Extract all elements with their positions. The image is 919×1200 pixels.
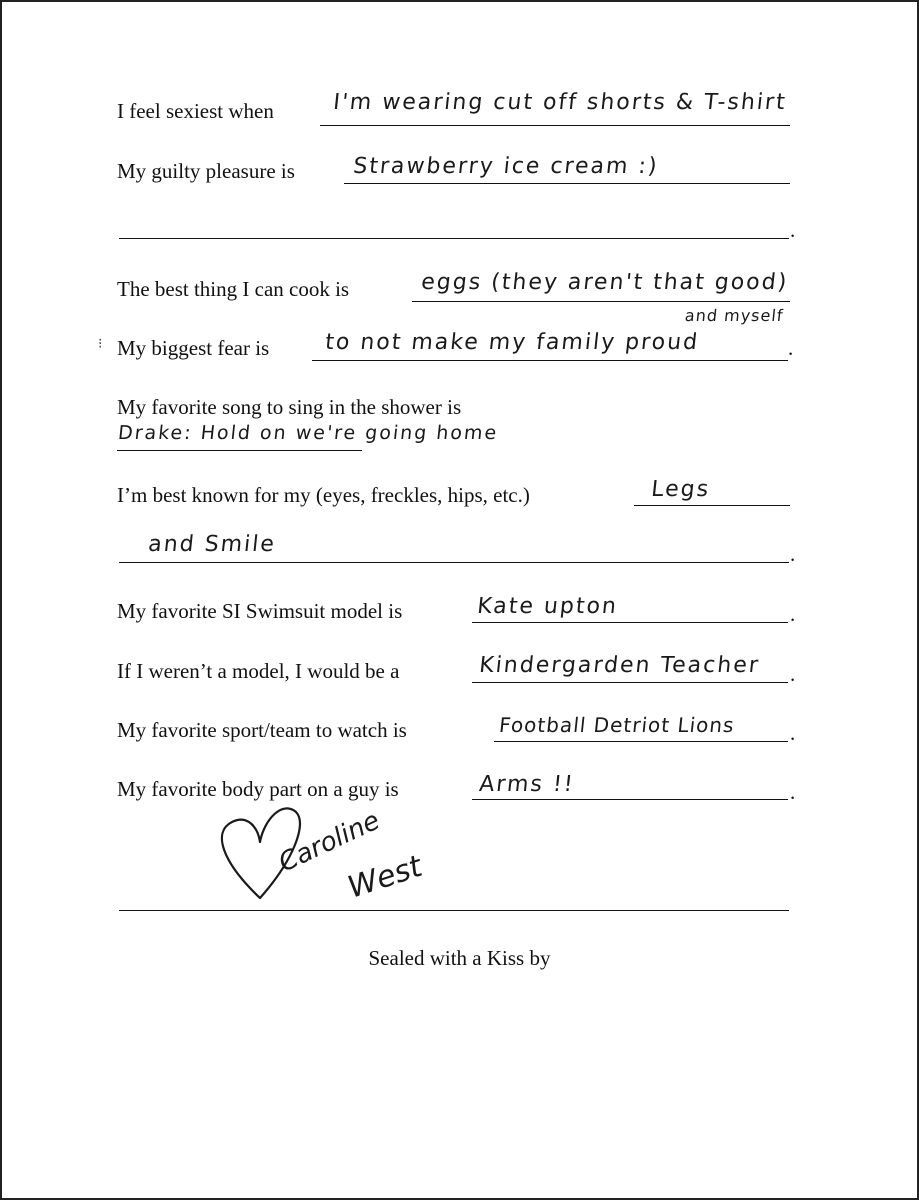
q10-label: My favorite body part on a guy is (117, 777, 399, 801)
q6-answer-line2: and Smile (147, 532, 278, 557)
q7-answer: Kate upton (476, 594, 620, 619)
q6-period: . (790, 542, 796, 566)
q5-answer-underline (117, 450, 362, 451)
q7-period: . (790, 602, 796, 626)
q5-label: My favorite song to sing in the shower is (117, 395, 462, 419)
q4-period: . (788, 336, 794, 360)
q1-label: I feel sexiest when (117, 99, 274, 123)
q5-answer: Drake: Hold on we're going home (117, 422, 500, 444)
signature-first-name: Caroline (274, 805, 385, 879)
q1-answer-line (320, 125, 790, 126)
q4-label: My biggest fear is (117, 336, 270, 360)
q2-answer: Strawberry ice cream :) (352, 154, 660, 179)
q6-answer: Legs (650, 477, 712, 502)
signature-heart-drawing (212, 802, 472, 912)
q3-answer-line (412, 301, 790, 302)
q8-period: . (790, 662, 796, 686)
q9-label: My favorite sport/team to watch is (117, 718, 407, 742)
q6-answer-line-2 (119, 562, 789, 563)
q10-period: . (790, 780, 796, 804)
q7-label: My favorite SI Swimsuit model is (117, 599, 403, 623)
q9-answer-line (494, 741, 788, 742)
q10-answer: Arms !! (478, 772, 576, 797)
q8-answer: Kindergarden Teacher (478, 653, 762, 678)
signature-last-name: West (343, 848, 427, 906)
q3-label: The best thing I can cook is (117, 277, 350, 301)
q9-period: . (790, 721, 796, 745)
q2-extra-line (119, 238, 789, 239)
q2-answer-line (344, 183, 790, 184)
q1-answer: I'm wearing cut off shorts & T-shirt (332, 90, 788, 115)
margin-mark: ⁝ (98, 337, 103, 352)
q7-answer-line (472, 622, 788, 623)
q4-answer-line (312, 360, 788, 361)
q2-period: . (790, 218, 796, 242)
q9-answer: Football Detriot Lions (498, 713, 736, 737)
q3-answer: eggs (they aren't that good) (420, 270, 790, 295)
q4-answer: to not make my family proud (324, 330, 701, 355)
q8-answer-line (472, 682, 788, 683)
q8-label: If I weren’t a model, I would be a (117, 659, 400, 683)
q4-insert: and myself (684, 306, 785, 325)
q6-label: I’m best known for my (eyes, freckles, hips, etc.) (117, 483, 530, 507)
q10-answer-line (472, 799, 788, 800)
sealed-with-kiss-caption: Sealed with a Kiss by (368, 946, 551, 970)
signature-line (119, 910, 789, 911)
q6-answer-line (634, 505, 790, 506)
q2-label: My guilty pleasure is (117, 159, 295, 183)
